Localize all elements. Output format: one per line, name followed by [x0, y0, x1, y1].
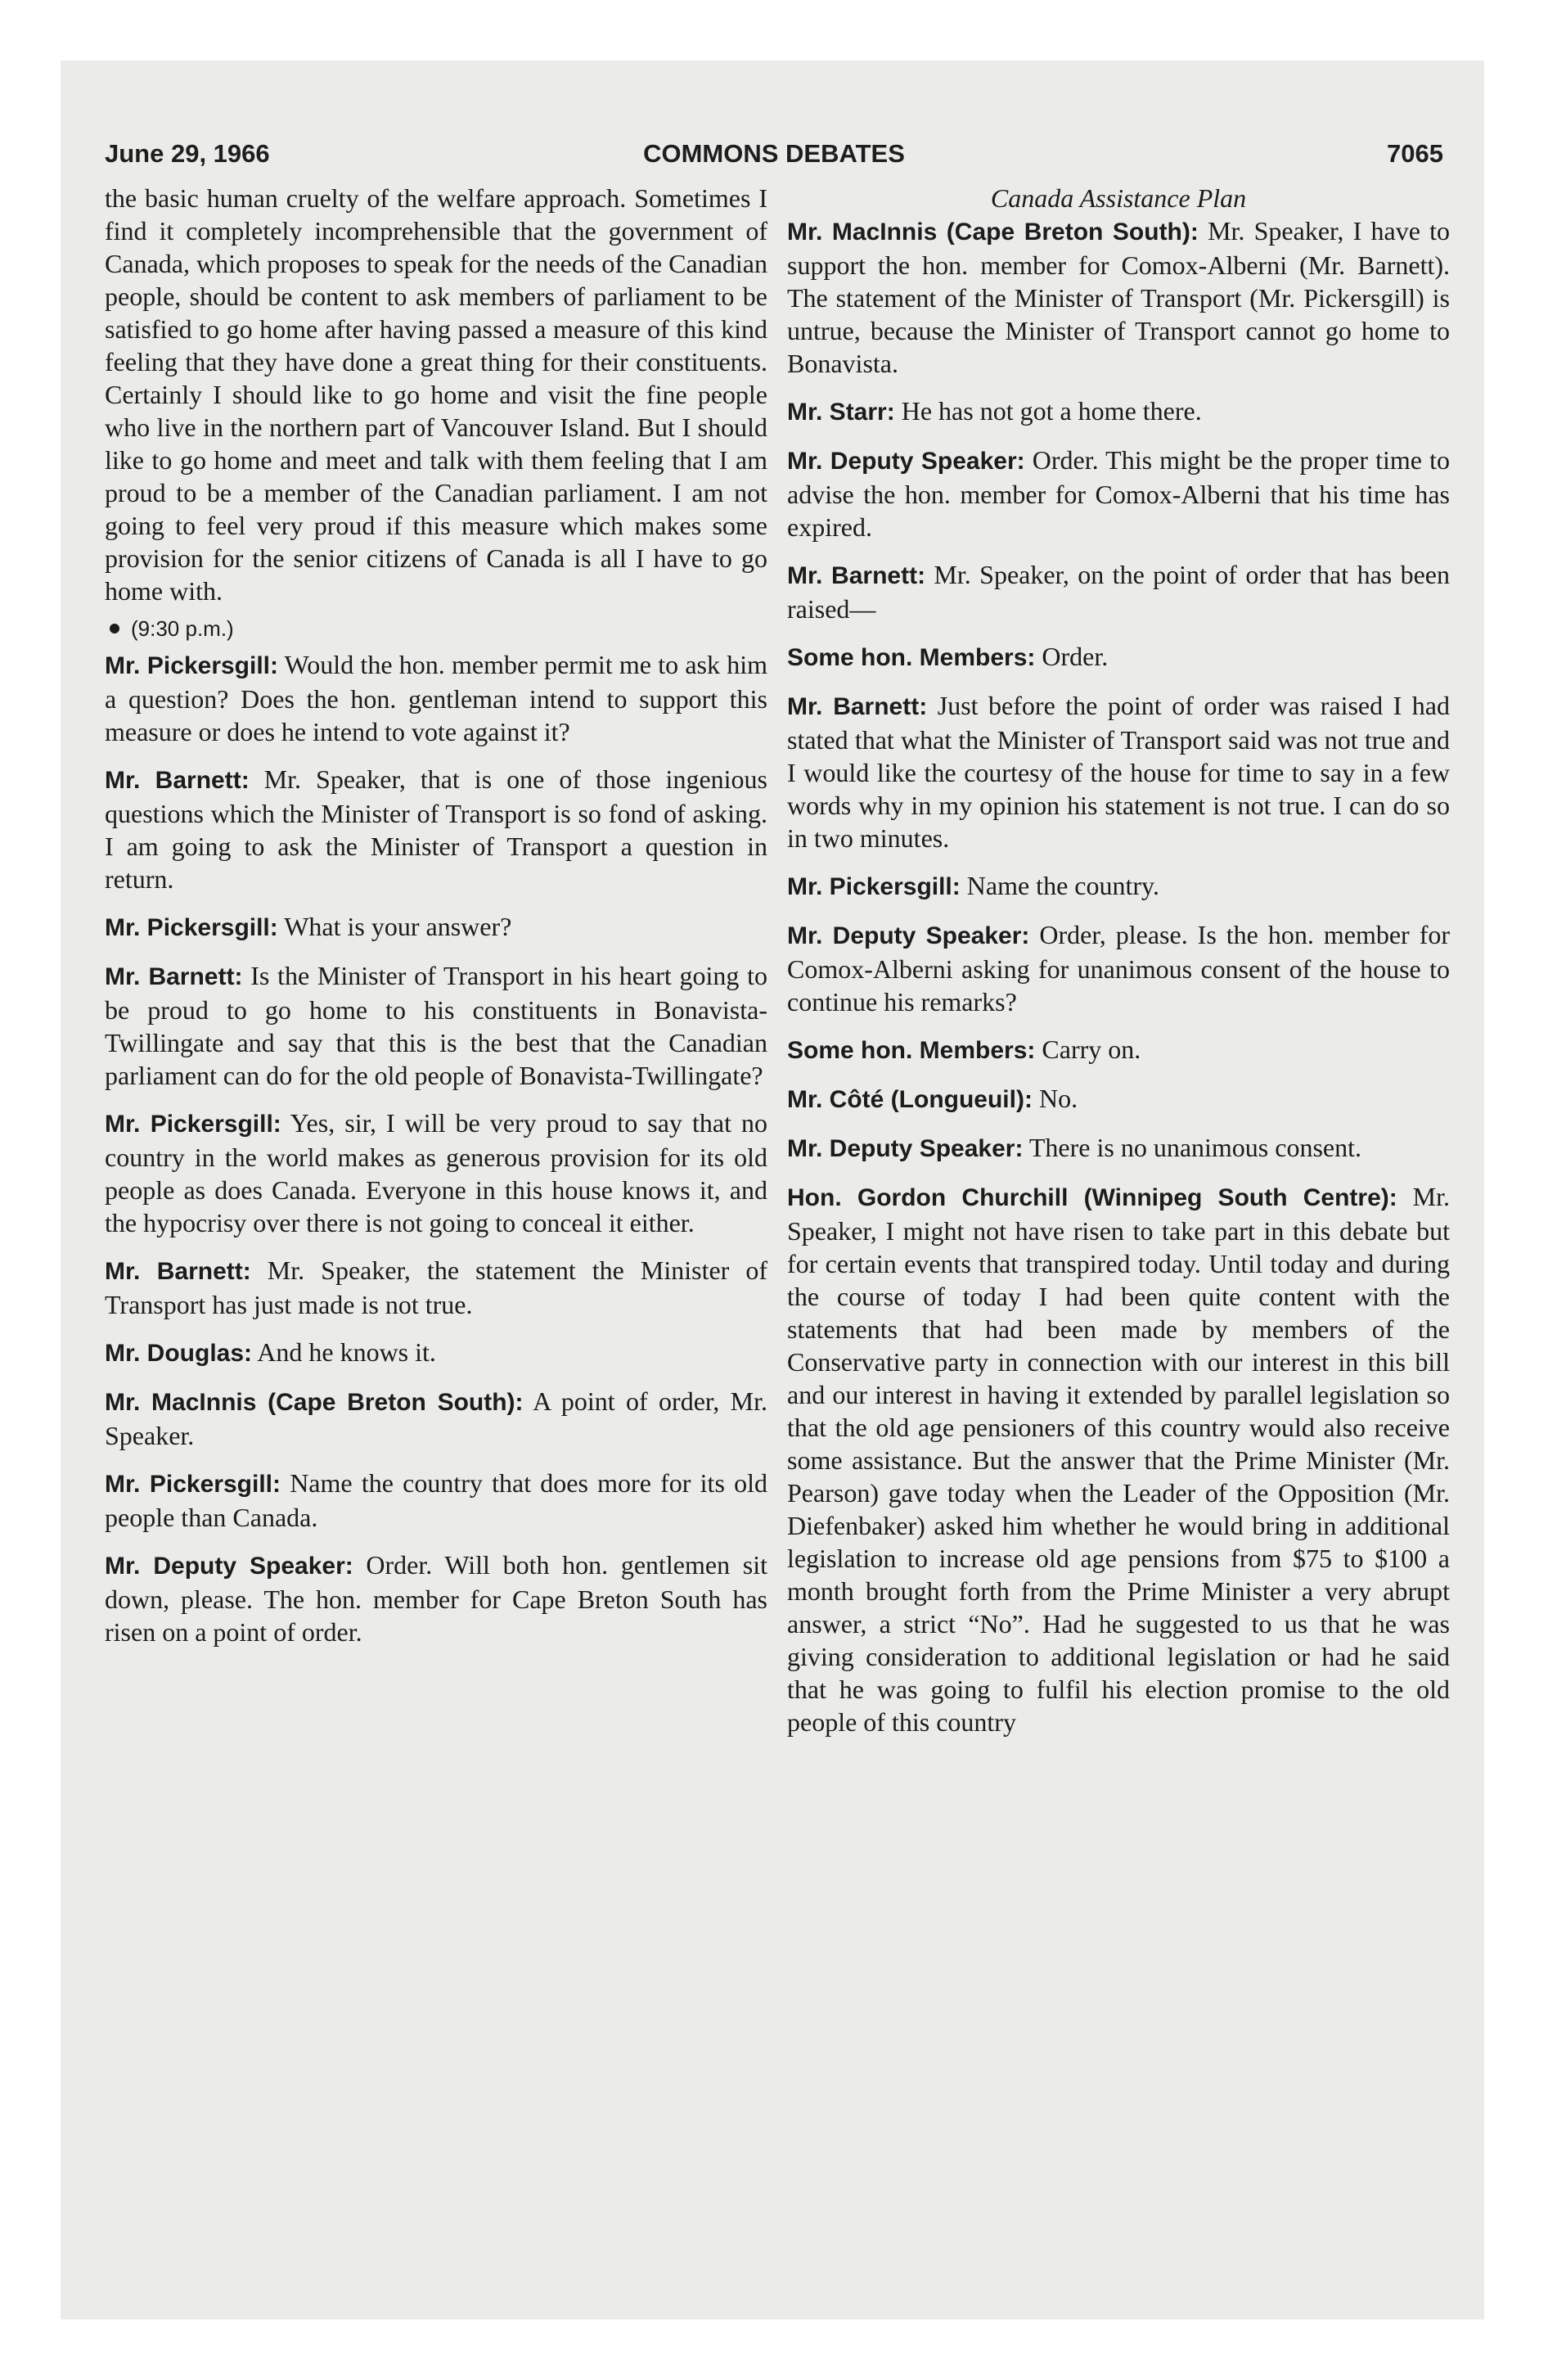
speech-paragraph: [787, 444, 1450, 543]
speech-text: Is the Minister of Transport in his heart going to be proud to go home to his constituents in Bonavista-Twillingate and say that this is the best that the Canadian parliament can do for the old people of Bonavista-Twillingate?: [105, 961, 768, 1090]
speech-text: And he knows it.: [252, 1337, 436, 1367]
speaker-name: Mr. Pickersgill:: [105, 652, 278, 679]
speaker-name: Mr. Pickersgill:: [787, 873, 961, 900]
speaker-name: Some hon. Members:: [787, 644, 1036, 671]
speech-text: Yes, sir, I will be very proud to say that no country in the world makes as generous provision for its old people as does Canada. Everyone in this house knows it, and the hypocrisy over there is not going to conceal it either.: [105, 1108, 767, 1237]
speech-text: Mr. Speaker, on the point of order that has been raised—: [787, 560, 1451, 624]
left-paragraphs: [105, 648, 767, 1648]
speech-text: Order. This might be the proper time to advise the hon. member for Comox-Alberni that his time has expired.: [787, 445, 1450, 542]
speech-paragraph: [787, 1082, 1450, 1116]
speaker-name: Mr. Barnett:: [105, 963, 243, 990]
speech-text: Order, please. Is the hon. member for Comox-Alberni asking for unanimous consent of the house to continue his remarks?: [787, 920, 1451, 1016]
page-header: [105, 139, 1443, 180]
speech-paragraph: [105, 1385, 767, 1452]
speech-paragraph: [105, 1336, 767, 1370]
speech-paragraph: [787, 689, 1450, 854]
speaker-name: Mr. Pickersgill:: [105, 1111, 281, 1138]
speech-text: There is no unanimous consent.: [1023, 1133, 1361, 1162]
header-date: June 29, 1966: [105, 139, 270, 168]
opening-paragraph: the basic human cruelty of the welfare approach. Sometimes I find it completely incomprehensible that the government of Canada, which proposes to speak for the needs of the Canadian people, should be content to ask members of parliament to be satisfied to go home after having passed a measure of this kind feeling that they have done a great thing for their constituents. Certainly I should like to go home and visit the fine people who live in the northern part of Vancouver Island. But I should like to go home and meet and talk with them feeling that I am proud to be a member of the Canadian parliament. I am not going to feel very proud if this measure which makes some provision for the senior citizens of Canada is all I have to go home with.: [105, 183, 767, 606]
speech-paragraph: [787, 1033, 1450, 1067]
speech-paragraph: [787, 918, 1450, 1018]
speech-text: A point of order, Mr. Speaker.: [105, 1386, 767, 1450]
time-marker-text: (9:30 p.m.): [131, 616, 234, 641]
speech-text: Order. Will both hon. gentlemen sit down, please. The hon. member for Cape Breton South has risen on a point of order.: [105, 1550, 767, 1647]
speaker-name: Some hon. Members:: [787, 1037, 1036, 1064]
speech-text: Carry on.: [1035, 1034, 1141, 1064]
speech-text: What is your answer?: [277, 912, 512, 941]
speaker-name: Mr. Deputy Speaker:: [787, 448, 1025, 475]
speech-paragraph: [787, 640, 1450, 674]
speech-paragraph: [787, 869, 1450, 904]
speaker-name: Mr. Pickersgill:: [105, 1471, 281, 1498]
speech-paragraph: [787, 558, 1450, 625]
speaker-name: Mr. Deputy Speaker:: [787, 1135, 1024, 1162]
speech-text: Mr. Speaker, the statement the Minister of Transport has just made is not true.: [105, 1255, 768, 1319]
speech-text: Just before the point of order was raised I had stated that what the Minister of Transport said was not true and I would like the courtesy of the house for time to say in a few words why in my opinion his statement is not true. I can do so in two minutes.: [787, 691, 1451, 853]
header-title: COMMONS DEBATES: [643, 139, 905, 168]
left-column: [105, 182, 767, 1663]
speaker-name: Mr. Barnett:: [787, 693, 928, 720]
bullet-icon: [110, 624, 119, 633]
speaker-name: Mr. Côté (Longueuil):: [787, 1086, 1033, 1113]
speaker-name: Mr. Barnett:: [787, 562, 926, 589]
speaker-name: Mr. Barnett:: [105, 1258, 251, 1285]
speech-paragraph: [105, 763, 767, 895]
speech-text: Mr. Speaker, I might not have risen to take part in this debate but for certain events that transpired today. Until today and during the course of today I had been quite content with the statements that had been made by members of the Conservative party in connection with our interest in this bill and our interest in having it extended by parallel legislation so that the old age pensioners of this country would also receive some assistance. But the answer that the Prime Minister (Mr. Pearson) gave today when the Leader of the Opposition (Mr. Diefenbaker) asked him whether he would bring in additional legislation to increase old age pensions from $75 to $100 a month brought forth from the Prime Minister a very abrupt answer, a strict “No”. Had he suggested to us that he was giving consideration to additional legislation or had he said that he was going to fulfil his election promise to the old people of this country: [787, 1182, 1450, 1737]
speaker-name: Mr. Pickersgill:: [105, 914, 278, 941]
speech-text: Order.: [1035, 642, 1109, 671]
header-page-number: 7065: [1387, 139, 1443, 168]
speaker-name: Mr. Deputy Speaker:: [787, 922, 1030, 949]
speech-text: No.: [1032, 1084, 1078, 1113]
section-subheading: Canada Assistance Plan: [990, 183, 1247, 213]
speech-paragraph: [787, 1180, 1450, 1738]
speech-text: Would the hon. member permit me to ask him a question? Does the hon. gentleman intend to support this measure or does he intend to vote against it?: [105, 650, 767, 746]
speech-paragraph: [787, 1131, 1450, 1165]
speech-text: Mr. Speaker, that is one of those ingenious questions which the Minister of Transport is so fond of asking. I am going to ask the Minister of Transport a question in return.: [105, 764, 767, 894]
speech-paragraph: [105, 648, 767, 748]
speech-paragraph: [105, 1467, 767, 1534]
right-paragraphs: [787, 214, 1450, 1738]
speech-paragraph: [105, 910, 767, 944]
speaker-name: Mr. MacInnis (Cape Breton South):: [105, 1389, 524, 1416]
speech-paragraph: [787, 394, 1450, 429]
speech-text: Name the country.: [960, 871, 1159, 900]
time-marker: [105, 612, 767, 645]
speech-paragraph: [105, 959, 767, 1092]
speech-text: He has not got a home there.: [894, 396, 1202, 426]
speaker-name: Mr. Douglas:: [105, 1340, 253, 1367]
speech-paragraph: [105, 1548, 767, 1648]
speech-paragraph: [787, 214, 1450, 380]
speech-text: Name the country that does more for its old people than Canada.: [105, 1468, 768, 1532]
speech-paragraph: [105, 1254, 767, 1321]
speech-paragraph: [105, 1107, 767, 1239]
speaker-name: Mr. Starr:: [787, 399, 895, 426]
speaker-name: Mr. Barnett:: [105, 767, 250, 794]
right-column: [787, 182, 1450, 1753]
speech-text: Mr. Speaker, I have to support the hon. member for Comox-Alberni (Mr. Barnett). The statement of the Minister of Transport (Mr. Pickersgill) is untrue, because the Minister of Transport cannot go home to Bonavista.: [787, 216, 1451, 378]
speaker-name: Mr. MacInnis (Cape Breton South):: [787, 219, 1199, 246]
speaker-name: Mr. Deputy Speaker:: [105, 1553, 353, 1580]
speaker-name: Hon. Gordon Churchill (Winnipeg South Centre):: [787, 1184, 1397, 1211]
